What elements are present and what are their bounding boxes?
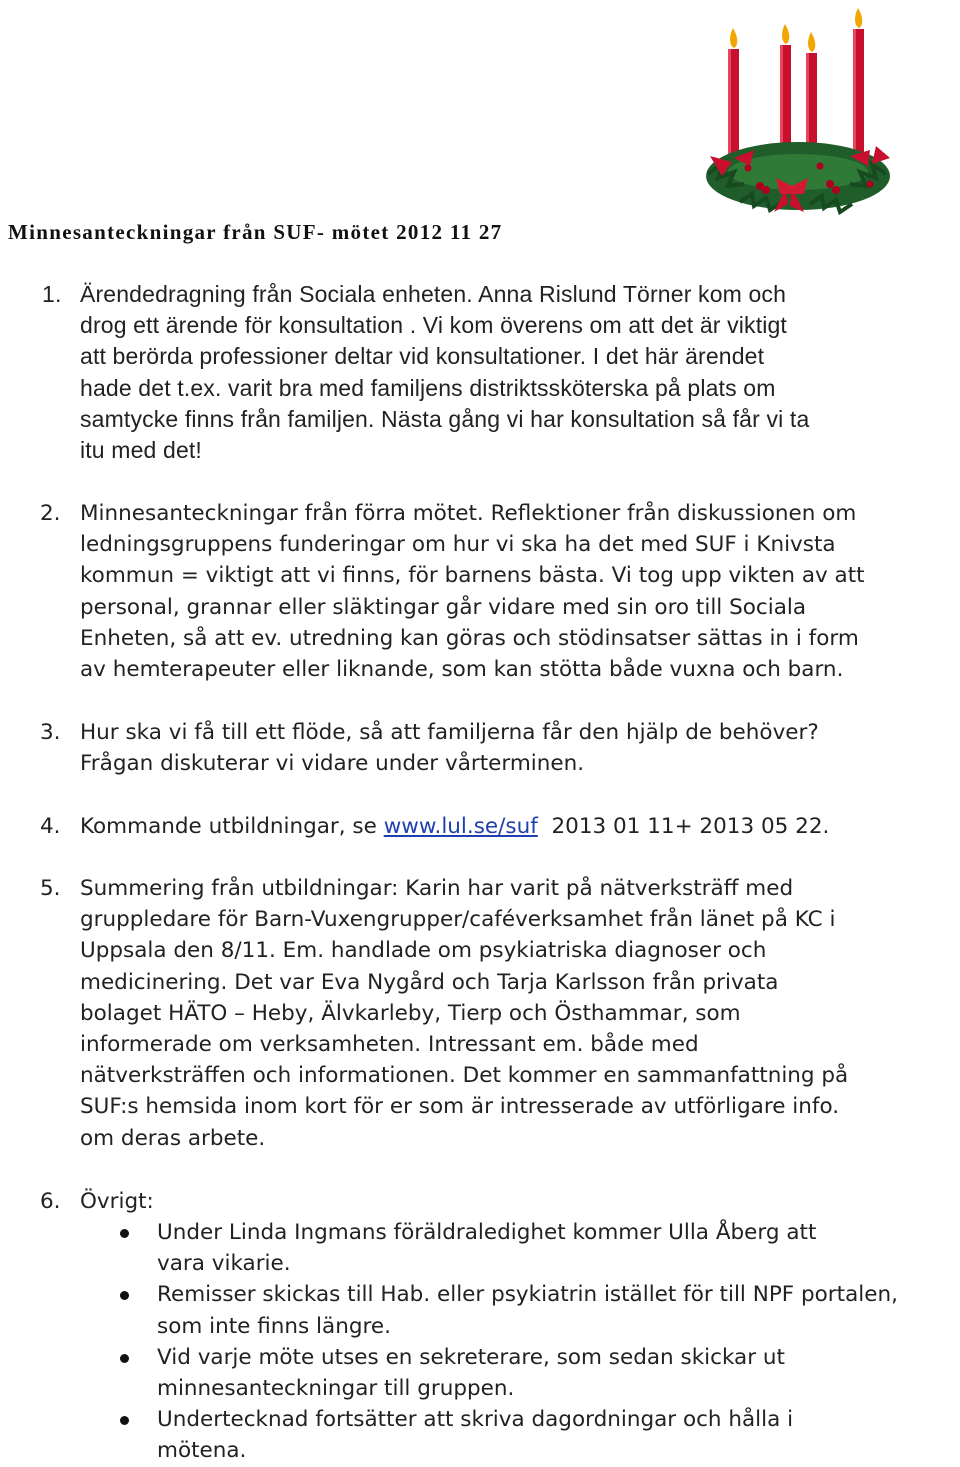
item-line: SUF:s hemsida inom kort för er som är intresserade av utförligare info. — [80, 1094, 840, 1120]
item-heading: Övrigt: — [80, 1189, 154, 1214]
item-line: informerade om verksamheten. Intressant em. både med — [80, 1032, 699, 1058]
bullet-line: mötena. — [157, 1438, 247, 1464]
item-line: Enheten, så att ev. utredning kan göras och stödinsatser sättas in i form — [80, 625, 859, 651]
item-line: drog ett ärende för konsultation . Vi kom överens om att det är viktigt — [80, 312, 787, 339]
bullet-line: Under Linda Ingmans föräldraledighet kommer Ulla Åberg att — [157, 1220, 817, 1245]
item-number: 4. — [40, 814, 61, 839]
item-line — [80, 811, 960, 842]
page-title: Minnesanteckningar från SUF- mötet 2012 11 27 — [8, 220, 503, 244]
item-line: Hur ska vi få till ett flöde, så att familjerna får den hjälp de behöver? — [80, 720, 819, 745]
item-line: av hemterapeuter eller liknande, som kan stötta både vuxna och barn. — [80, 657, 844, 683]
bullet-line: vara vikarie. — [157, 1251, 291, 1277]
list-item-6 — [40, 1186, 960, 1217]
bullet-line: som inte finns längre. — [157, 1313, 391, 1339]
item-line: Uppsala den 8/11. Em. handlade om psykiatriska diagnoser och — [80, 938, 767, 964]
bullet-line: minnesanteckningar till gruppen. — [157, 1376, 515, 1402]
bullet-item — [157, 1217, 957, 1279]
item-line: ledningsgruppens funderingar om hur vi ska ha det med SUF i Knivsta — [80, 532, 836, 558]
bullet-line: Vid varje möte utses en sekreterare, som sedan skickar ut — [157, 1344, 785, 1370]
item-number: 5. — [40, 876, 61, 901]
bullet-line: Undertecknad fortsätter att skriva dagordningar och hålla i — [157, 1407, 794, 1433]
item-number: 1. — [42, 281, 62, 307]
item-line: kommun = viktigt att vi finns, för barnens bästa. Vi tog upp vikten av att — [80, 563, 865, 589]
bullet-icon — [120, 1229, 129, 1238]
item-number: 2. — [40, 501, 61, 526]
list-item-2 — [40, 498, 960, 685]
list-item-3 — [40, 717, 960, 779]
item-text: Kommande utbildningar, se — [80, 814, 384, 839]
list-item-1 — [42, 279, 960, 466]
item-line: om deras arbete. — [80, 1125, 266, 1151]
item-line: gruppledare för Barn-Vuxengrupper/caféverksamhet från länet på KC i — [80, 907, 836, 933]
bullet-icon — [120, 1291, 129, 1300]
item-line: bolaget HÄTO – Heby, Älvkarleby, Tierp och Östhammar, som — [80, 1000, 741, 1026]
item-line: Frågan diskuterar vi vidare under vårterminen. — [80, 751, 585, 777]
item-text: 2013 01 11+ 2013 05 22. — [537, 814, 830, 839]
ovrigt-bullet-list — [157, 1217, 957, 1467]
item-line: hade det t.ex. varit bra med familjens distriktssköterska på plats om — [80, 374, 776, 401]
bullet-line: Remisser skickas till Hab. eller psykiatrin istället för till NPF portalen, — [157, 1282, 898, 1308]
item-line: att berörda professioner deltar vid konsultationer. I det här ärendet — [80, 343, 765, 370]
item-line: samtycke finns från familjen. Nästa gång vi har konsultation så får vi ta — [80, 405, 810, 432]
bullet-item — [157, 1279, 957, 1341]
item-line: personal, grannar eller släktingar går vidare med sin oro till Sociala — [80, 594, 807, 620]
item-line: medicinering. Det var Eva Nygård och Tarja Karlsson från privata — [80, 969, 779, 995]
item-number: 3. — [40, 720, 61, 745]
item-line: Ärendedragning från Sociala enheten. Anna Rislund Törner kom och — [80, 281, 787, 307]
item-line: Summering från utbildningar: Karin har varit på nätverksträff med — [80, 876, 794, 901]
list-item-5 — [40, 873, 960, 1154]
item-line: Minnesanteckningar från förra mötet. Reflektioner från diskussionen om — [80, 501, 857, 526]
item-line: itu med det! — [80, 437, 202, 464]
bullet-item — [157, 1342, 957, 1404]
bullet-icon — [120, 1416, 129, 1425]
bullet-icon — [120, 1354, 129, 1363]
advent-wreath-illustration — [700, 6, 896, 216]
suf-website-link[interactable]: www.lul.se/suf — [383, 814, 538, 839]
list-item-4 — [40, 811, 960, 842]
bullet-item — [157, 1404, 957, 1466]
item-line: nätverksträffen och informationen. Det kommer en sammanfattning på — [80, 1063, 849, 1089]
item-number: 6. — [40, 1189, 61, 1214]
